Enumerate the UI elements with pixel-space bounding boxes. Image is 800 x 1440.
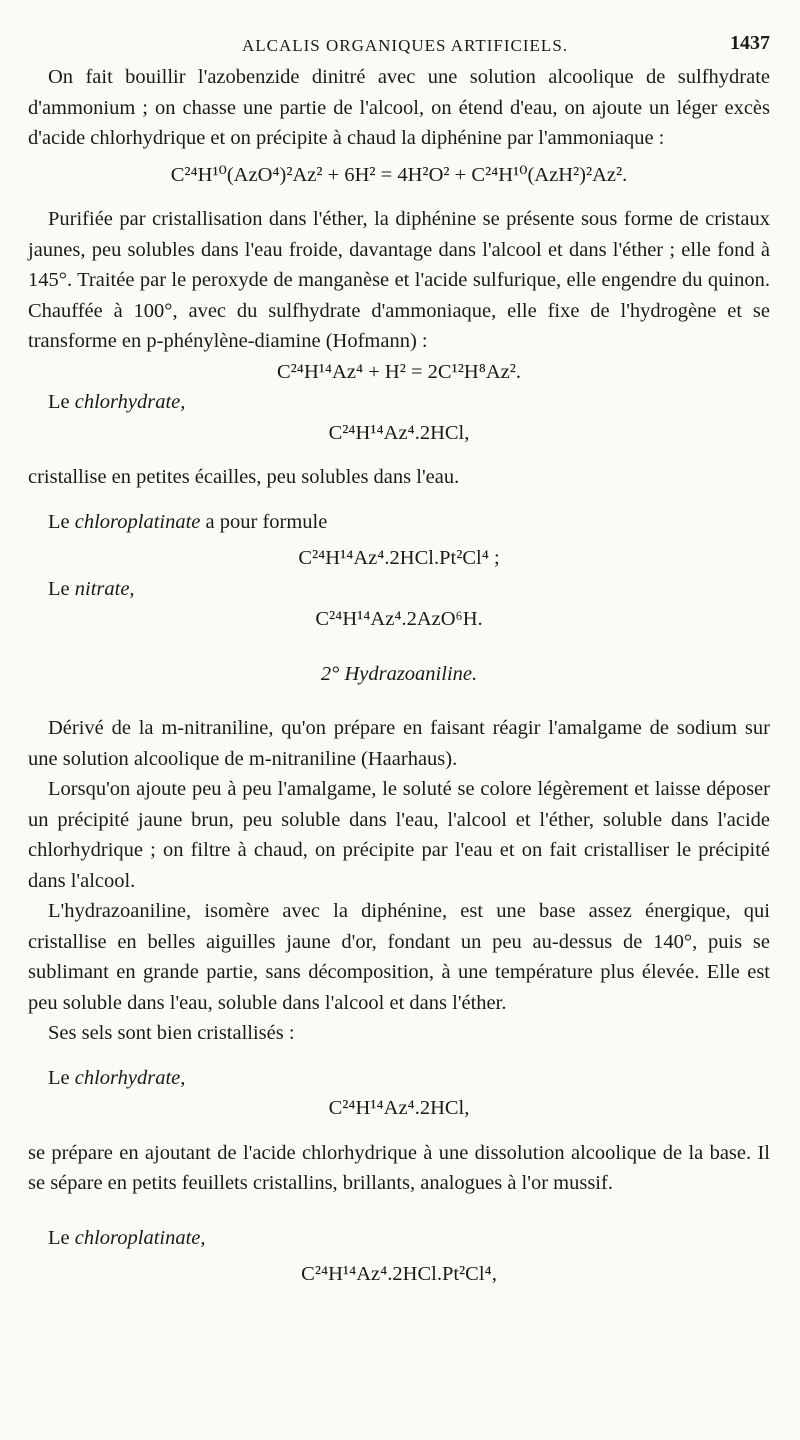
salt-label: Le chlorhydrate, (48, 391, 186, 413)
paragraph: L'hydrazoaniline, isomère avec la diphénine, est une base assez énergique, qui cristallise en belles aiguilles jaune d'or, fondant un peu au-dessus de 140°, puis se sublimant en grande partie, sans décomposition, à une température plus élevée. Elle est peu soluble dans l'eau, soluble dans l'alcool et dans l'éther. (28, 900, 770, 1014)
formula: C²⁴H¹⁴Az⁴ + H² = 2C¹²H⁸Az². (276, 360, 522, 383)
salt-label: Le chlorhydrate, (48, 1066, 186, 1089)
salt-label: Le chloroplatinate a pour formule (48, 510, 328, 533)
paragraph: se prépare en ajoutant de l'acide chlorhydrique à une dissolution alcoolique de la base. Il se sépare en petits feuillets cristallins, brillants, analogues à l'or mussif. (28, 1141, 770, 1194)
salt-label: Le chloroplatinate, (48, 1226, 206, 1249)
paragraph: Lorsqu'on ajoute peu à peu l'amalgame, le soluté se colore légèrement et laisse déposer un précipité jaune brun, peu soluble dans l'eau, l'alcool et l'éther, soluble dans l'acide chlorhydrique ; on filtre à chaud, on précipite par l'eau et on fait cristalliser le précipité dans l'alcool. (28, 778, 770, 892)
page-number: 1437 (730, 32, 770, 54)
formula: C²⁴H¹⁴Az⁴.2HCl, (328, 1097, 470, 1119)
formula: C²⁴H¹⁴Az⁴.2HCl.Pt²Cl⁴, (301, 1263, 497, 1285)
formula: C²⁴H¹⁰(AzO⁴)²Az² + 6H² = 4H²O² + C²⁴H¹⁰(AzH²)²Az². (170, 163, 628, 186)
formula: C²⁴H¹⁴Az⁴.2AzO⁶H. (315, 608, 483, 630)
paragraph: Dérivé de la m-nitraniline, qu'on prépare en faisant réagir l'amalgame de sodium sur une solution alcoolique de m-nitraniline (Haarhaus). (28, 717, 770, 770)
formula: C²⁴H¹⁴Az⁴.2HCl, (328, 421, 470, 444)
formula: C²⁴H¹⁴Az⁴.2HCl.Pt²Cl⁴ ; (298, 547, 500, 569)
salt-label: Le nitrate, (48, 577, 135, 600)
paragraph: cristallise en petites écailles, peu solubles dans l'eau. (28, 466, 460, 488)
running-header (40, 30, 770, 60)
section-heading: 2° Hydrazoaniline. (320, 662, 478, 685)
paragraph: On fait bouillir l'azobenzide dinitré avec une solution alcoolique de sulfhydrate d'ammonium ; on chasse une partie de l'alcool, on étend d'eau, on ajoute un léger excès d'acide chlorhydrique et on précipite à chaud la diphénine par l'ammoniaque : (28, 66, 770, 149)
page-body (28, 62, 770, 1290)
running-title: ALCALIS ORGANIQUES ARTIFICIELS. (241, 36, 569, 55)
paragraph: Purifiée par cristallisation dans l'éther, la diphénine se présente sous forme de cristaux jaunes, peu solubles dans l'eau froide, davantage dans l'alcool et dans l'éther ; elle fond à 145°. Traitée par le peroxyde de manganèse et l'acide sulfurique, elle engendre du quinon. Chauffée à 100°, avec du sulfhydrate d'ammoniaque, elle fixe de l'hydrogène et se transforme en p-phénylène-diamine (Hofmann) : (28, 208, 770, 352)
paragraph: Ses sels sont bien cristallisés : (48, 1022, 295, 1044)
